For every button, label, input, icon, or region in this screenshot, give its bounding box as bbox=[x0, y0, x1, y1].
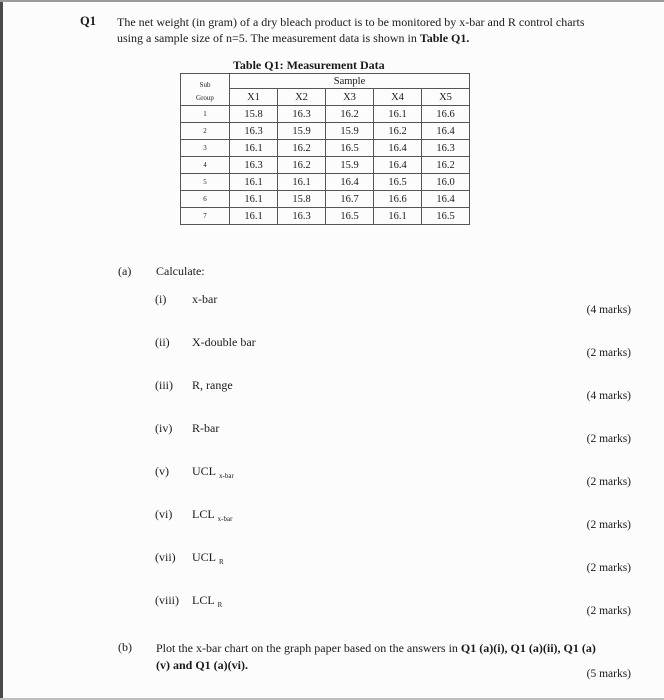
measurement-cell: 16.1 bbox=[230, 208, 278, 225]
question-intro-text: The net weight (in gram) of a dry bleach product is to be monitored by x-bar and R control charts using a sample size of n=5. The measurement data is shown in bbox=[117, 15, 585, 45]
measurement-cell: 16.3 bbox=[278, 106, 326, 123]
item-marks: (2 marks) bbox=[586, 433, 631, 445]
measurement-cell: 16.1 bbox=[230, 191, 278, 208]
table-reference: Table Q1. bbox=[419, 31, 470, 45]
measurement-cell: 16.1 bbox=[230, 174, 278, 191]
table-row bbox=[181, 140, 470, 157]
column-header: X3 bbox=[326, 89, 374, 106]
measurement-cell: 16.4 bbox=[374, 157, 422, 174]
measurement-cell: 16.3 bbox=[230, 123, 278, 140]
column-header: X4 bbox=[374, 89, 422, 106]
table-row bbox=[181, 174, 470, 191]
page-edge-shadow bbox=[0, 0, 3, 700]
part-a-instruction: Calculate: bbox=[156, 264, 205, 278]
column-header: X2 bbox=[278, 89, 326, 106]
item-number: (viii) bbox=[155, 593, 179, 607]
subgroup-number-cell: 5 bbox=[181, 174, 230, 191]
item-text bbox=[192, 292, 217, 307]
table-header-row bbox=[181, 74, 470, 89]
item-number: (iv) bbox=[155, 421, 173, 435]
subgroup-number-cell: 6 bbox=[181, 191, 230, 208]
subgroup-number-cell: 7 bbox=[181, 208, 230, 225]
item-label: x-bar bbox=[192, 292, 218, 306]
item-subscript: x-bar bbox=[217, 515, 233, 524]
item-text bbox=[192, 593, 222, 609]
subgroup-number-cell: 1 bbox=[181, 106, 230, 123]
item-text bbox=[192, 378, 233, 393]
part-b-text-refs: Q1 (a)(i), Q1 (a)(ii), Q1 (a)(v) and Q1 (a)(vi). bbox=[156, 641, 596, 672]
sample-header: Sample bbox=[230, 74, 470, 89]
item-text bbox=[192, 464, 234, 480]
item-subscript: R bbox=[217, 601, 223, 610]
question-intro bbox=[117, 14, 587, 46]
part-b-text-main: Plot the x-bar chart on the graph paper based on the answers in bbox=[156, 641, 461, 655]
measurement-cell: 16.7 bbox=[326, 191, 374, 208]
subgroup-header-line2: Group bbox=[196, 94, 214, 102]
table-body bbox=[181, 106, 470, 225]
item-number: (vii) bbox=[155, 550, 176, 564]
item-marks: (2 marks) bbox=[586, 476, 631, 488]
measurement-cell: 15.9 bbox=[326, 157, 374, 174]
subgroup-header-cell bbox=[181, 74, 230, 106]
measurement-cell: 15.8 bbox=[278, 191, 326, 208]
measurement-cell: 15.8 bbox=[230, 106, 278, 123]
column-header: X1 bbox=[230, 89, 278, 106]
measurement-cell: 16.4 bbox=[422, 191, 470, 208]
item-label: LCL bbox=[192, 507, 215, 521]
item-label: UCL bbox=[192, 464, 216, 478]
item-text bbox=[192, 550, 224, 566]
item-number: (vi) bbox=[155, 507, 173, 521]
page-top-edge bbox=[0, 0, 664, 2]
part-b-marks: (5 marks) bbox=[586, 668, 631, 680]
measurement-cell: 16.2 bbox=[278, 157, 326, 174]
item-label: LCL bbox=[192, 593, 215, 607]
measurement-cell: 16.3 bbox=[422, 140, 470, 157]
table-row bbox=[181, 123, 470, 140]
item-text bbox=[192, 335, 256, 350]
item-label: R, range bbox=[192, 378, 233, 392]
table-row bbox=[181, 106, 470, 123]
item-label: UCL bbox=[192, 550, 216, 564]
subgroup-number-cell: 4 bbox=[181, 157, 230, 174]
measurement-cell: 16.5 bbox=[326, 208, 374, 225]
item-text bbox=[192, 507, 232, 523]
part-b-label: (b) bbox=[118, 640, 132, 654]
column-header: X5 bbox=[422, 89, 470, 106]
item-label: X-double bar bbox=[192, 335, 256, 349]
measurement-cell: 16.4 bbox=[326, 174, 374, 191]
measurement-cell: 16.1 bbox=[374, 208, 422, 225]
measurement-cell: 16.2 bbox=[326, 106, 374, 123]
measurement-cell: 16.5 bbox=[326, 140, 374, 157]
table-caption: Table Q1: Measurement Data bbox=[233, 58, 385, 72]
item-number: (iii) bbox=[155, 378, 173, 392]
measurement-cell: 16.5 bbox=[422, 208, 470, 225]
part-b-text bbox=[156, 640, 596, 674]
measurement-cell: 15.9 bbox=[278, 123, 326, 140]
subgroup-header-line1: Sub bbox=[199, 81, 211, 89]
measurement-cell: 16.1 bbox=[374, 106, 422, 123]
measurement-cell: 16.3 bbox=[278, 208, 326, 225]
item-subscript: x-bar bbox=[219, 472, 234, 481]
measurement-cell: 16.6 bbox=[422, 106, 470, 123]
item-marks: (2 marks) bbox=[586, 519, 631, 531]
measurement-cell: 16.1 bbox=[230, 140, 278, 157]
question-number: Q1 bbox=[80, 14, 96, 28]
measurement-cell: 16.6 bbox=[374, 191, 422, 208]
item-marks: (4 marks) bbox=[586, 390, 631, 402]
measurement-cell: 16.0 bbox=[422, 174, 470, 191]
subgroup-number-cell: 3 bbox=[181, 140, 230, 157]
item-marks: (2 marks) bbox=[586, 562, 631, 574]
item-number: (i) bbox=[155, 292, 167, 306]
item-marks: (2 marks) bbox=[586, 347, 631, 359]
measurement-cell: 16.4 bbox=[374, 140, 422, 157]
measurement-cell: 16.2 bbox=[422, 157, 470, 174]
table-row bbox=[181, 157, 470, 174]
measurement-cell: 16.2 bbox=[374, 123, 422, 140]
measurement-data-table bbox=[180, 73, 470, 225]
item-number: (v) bbox=[155, 464, 169, 478]
measurement-cell: 16.1 bbox=[278, 174, 326, 191]
measurement-cell: 16.4 bbox=[422, 123, 470, 140]
measurement-cell: 16.2 bbox=[278, 140, 326, 157]
item-marks: (4 marks) bbox=[586, 304, 631, 316]
measurement-cell: 16.3 bbox=[230, 157, 278, 174]
part-a-label: (a) bbox=[118, 264, 132, 278]
item-label: R-bar bbox=[192, 421, 220, 435]
item-text bbox=[192, 421, 219, 436]
table-row bbox=[181, 191, 470, 208]
table-row bbox=[181, 208, 470, 225]
item-marks: (2 marks) bbox=[586, 605, 631, 617]
item-number: (ii) bbox=[155, 335, 170, 349]
measurement-cell: 15.9 bbox=[326, 123, 374, 140]
subgroup-number-cell: 2 bbox=[181, 123, 230, 140]
measurement-cell: 16.5 bbox=[374, 174, 422, 191]
item-subscript: R bbox=[219, 558, 224, 567]
